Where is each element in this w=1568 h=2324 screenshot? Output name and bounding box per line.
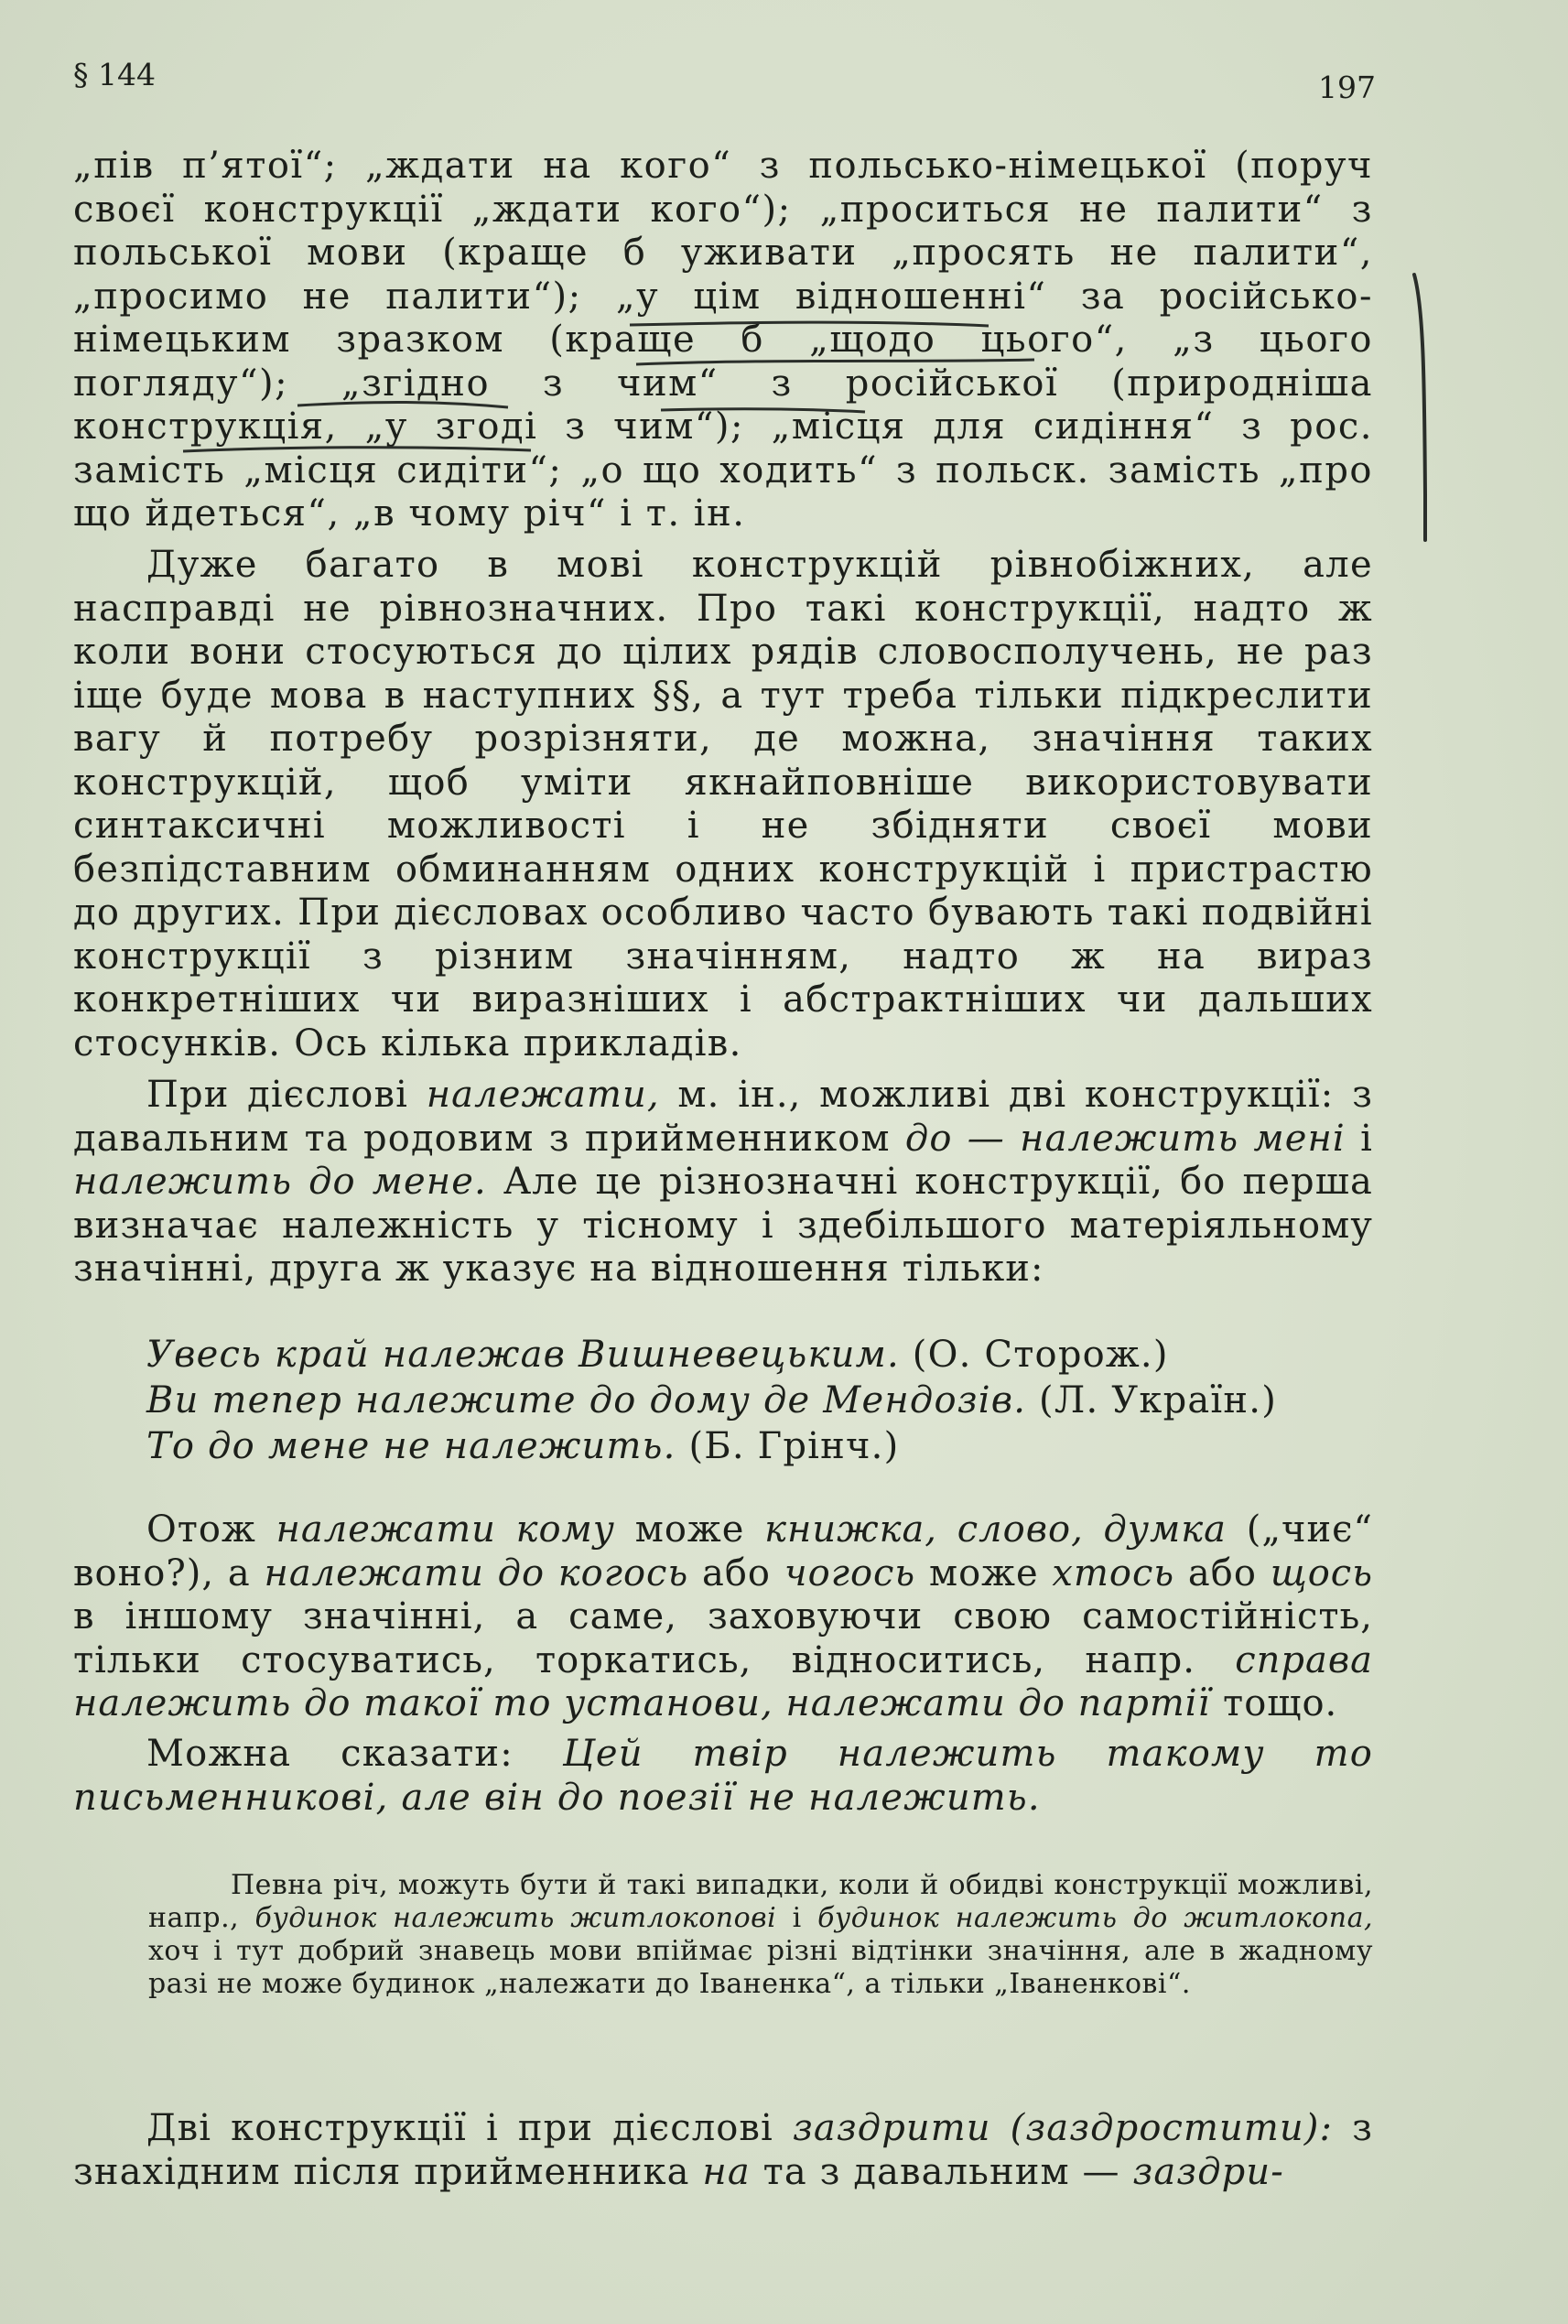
paragraph-5 bbox=[73, 1733, 1373, 1820]
text-run: хоч і тут добрий знавець мови впіймає різні відтінки значіння, але в жадному разі не може будинок „належати до Іваненка“, а тільки „Іваненкові“. bbox=[148, 1935, 1373, 2000]
text-run: Але це різнозначні конструкції, бо перша визначає належність у тісному і здебільшого матеріяльному значінні, друга ж указує на відношення тільки: bbox=[73, 1161, 1373, 1290]
italic-term: Цей твір належить такому то письменникові, але він до поезії не належить. bbox=[73, 1733, 1374, 1819]
paragraph-1-text: „пів п’ятої“; „ждати на кого“ з польсько-німецької (поруч своєї конструкції „ждати кого“); „проситься не палити“ з польської мови (краще б уживати „просять не палити“, „просимо не палити“); „у цім відношенні“ за російсько-німецьким зразком (краще б „щодо цього“, „з цього погляду“); „згідно з чим“ з російської (природніша конструкція, „у згоді з чим“); „місця для сидіння“ з рос. замість „місця сидіти“; „о що ходить“ з польск. замість „про що йдеться“, „в чому річ“ і т. ін. bbox=[73, 145, 1373, 535]
paragraph-4-text bbox=[73, 1508, 1373, 1726]
italic-term: щось bbox=[1270, 1551, 1373, 1594]
note-text bbox=[148, 1869, 1373, 2001]
text-run: і bbox=[776, 1902, 818, 1934]
quote-line bbox=[146, 1378, 1373, 1423]
italic-term: хтось bbox=[1052, 1551, 1175, 1594]
text-run: в іншому значінні, а саме, заховуючи свою самостійність, тільки стосуватись, торкатись, відноситись, напр. bbox=[73, 1595, 1373, 1681]
running-head bbox=[73, 57, 1376, 103]
italic-term: заздри- bbox=[1132, 2150, 1284, 2193]
quote-source: (О. Сторож.) bbox=[899, 1334, 1169, 1376]
italic-term: належить до мене. bbox=[73, 1161, 487, 1203]
quote-line bbox=[146, 1423, 1373, 1469]
text-run: або bbox=[1174, 1551, 1271, 1594]
footnote-remark bbox=[148, 1869, 1373, 2001]
section-number: § 144 bbox=[73, 57, 156, 92]
paragraph-2-text: Дуже багато в мові конструкцій рівнобіжних, але насправді не рівнозначних. Про такі конструкції, надто ж коли вони стосуються до цілих рядів словосполучень, не раз іще буде мова в наступних §§, а тут треба тільки підкреслити вагу й потребу розрізняти, де можна, значіння таких конструкцій, щоб уміти якнайповніше використовувати синтаксичні можливості і не збідняти своєї мови безпідставним обминанням одних конструкцій і пристрастю до других. При дієсловах особливо часто бувають такі подвійні конструкції з різним значінням, надто ж на вираз конкретніших чи виразніших і абстрактніших чи дальших стосунків. Ось кілька прикладів. bbox=[73, 544, 1373, 1065]
italic-term: будинок належить до житлокопа, bbox=[817, 1902, 1373, 1934]
text-run: Можна сказати: bbox=[146, 1733, 563, 1775]
italic-term: будинок належить житлокопові bbox=[254, 1902, 777, 1934]
text-run: Отож bbox=[146, 1508, 276, 1551]
text-run: і bbox=[1345, 1117, 1373, 1160]
margin-bracket-mark bbox=[1414, 275, 1425, 540]
quote-source: (Б. Грінч.) bbox=[676, 1425, 900, 1467]
paragraph-1 bbox=[73, 145, 1373, 536]
italic-term: книжка, слово, думка bbox=[764, 1508, 1227, 1551]
paragraph-4 bbox=[73, 1508, 1373, 1726]
text-run: Певна річ, можуть бути й такі випадки, коли й обидві конструкції можливі, напр., bbox=[148, 1869, 1373, 1934]
paragraph-5-text bbox=[73, 1733, 1373, 1820]
text-run: м. ін., можливі дві конструкції: з давальним та родовим з прийменником bbox=[73, 1074, 1373, 1160]
text-run: та з давальним — bbox=[750, 2150, 1133, 2193]
text-run: або bbox=[688, 1551, 784, 1594]
italic-term: чогось bbox=[784, 1551, 916, 1594]
italic-term: справа належить до такої то установи, належати до партії bbox=[73, 1638, 1373, 1724]
paragraph-6 bbox=[73, 2107, 1373, 2194]
quote-line bbox=[146, 1332, 1373, 1378]
quote-text: То до мене не належить. bbox=[146, 1425, 676, 1467]
text-run: може bbox=[915, 1551, 1053, 1594]
paragraph-3-text bbox=[73, 1074, 1373, 1292]
example-quotes bbox=[146, 1332, 1373, 1469]
text-run: з знахідним після прийменника bbox=[73, 2107, 1374, 2193]
italic-term: до — належить мені bbox=[904, 1117, 1346, 1160]
paragraph-6-text bbox=[73, 2107, 1373, 2194]
text-run: („чиє“ воно?), а bbox=[73, 1508, 1374, 1594]
quote-text: Увесь край належав Вишневецьким. bbox=[146, 1334, 900, 1376]
italic-term: заздрити (заздростити): bbox=[792, 2107, 1334, 2149]
italic-term: належати до когось bbox=[264, 1551, 689, 1594]
text-run: тощо. bbox=[1210, 1682, 1338, 1724]
italic-term: на bbox=[702, 2150, 751, 2193]
page-number: 197 bbox=[1318, 70, 1376, 105]
text-run: може bbox=[614, 1508, 765, 1551]
italic-term: належати кому bbox=[276, 1508, 615, 1551]
paragraph-3 bbox=[73, 1074, 1373, 1292]
quote-text: Ви тепер належите до дому де Мендозів. bbox=[146, 1379, 1027, 1421]
text-run: Дві конструкції і при дієслові bbox=[146, 2107, 793, 2149]
text-run: При дієслові bbox=[146, 1074, 427, 1116]
quote-source: (Л. Украïн.) bbox=[1026, 1379, 1278, 1421]
paragraph-2 bbox=[73, 544, 1373, 1065]
italic-term: належати, bbox=[426, 1074, 660, 1116]
